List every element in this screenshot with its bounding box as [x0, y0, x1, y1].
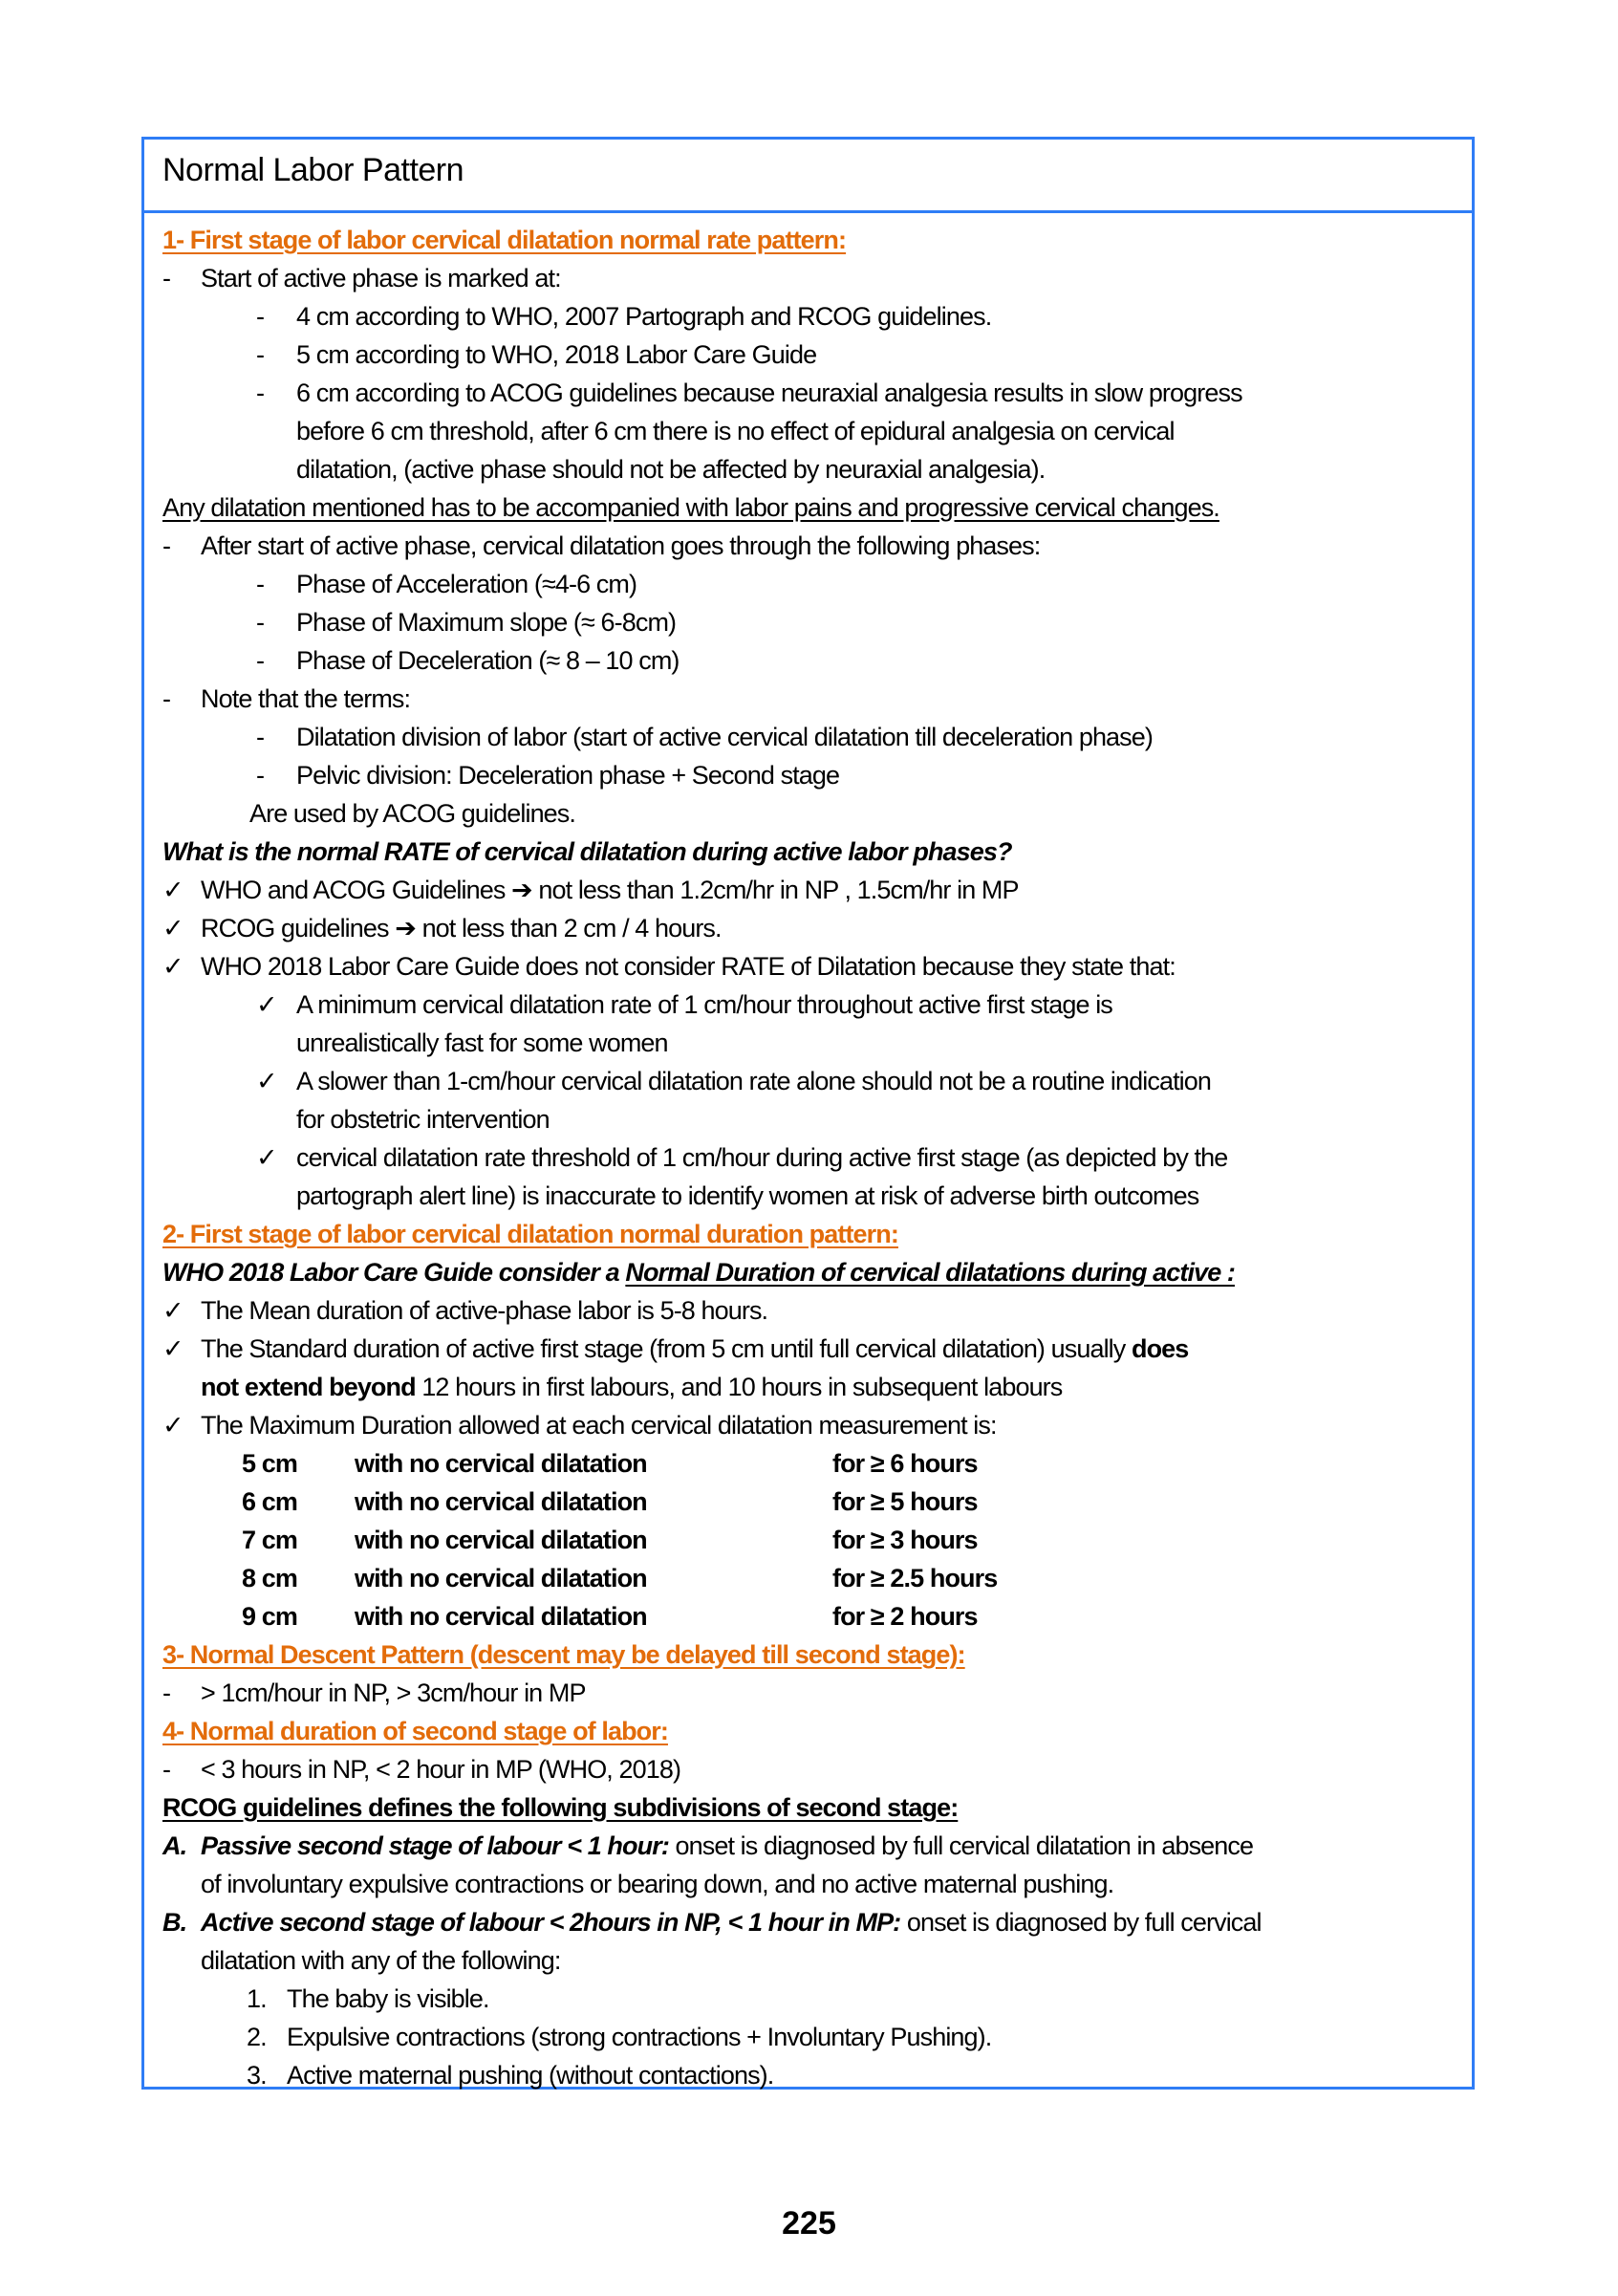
table-row: 5 cm with no cervical dilatation for ≥ 6 hours: [242, 1449, 978, 1478]
check-icon: ✓: [162, 1296, 183, 1325]
check-subitem-continuation: partograph alert line) is inaccurate to identify women at risk of adverse birth outcomes: [296, 1181, 1199, 1210]
table-row: 9 cm with no cervical dilatation for ≥ 2 hours: [242, 1602, 978, 1631]
list-item: - Phase of Maximum slope (≈ 6-8cm): [256, 603, 676, 641]
dash-icon: -: [162, 1755, 171, 1784]
numbered-item: 2. Expulsive contractions (strong contractions + Involuntary Pushing).: [247, 2023, 992, 2051]
table-row: 6 cm with no cervical dilatation for ≥ 5 hours: [242, 1487, 978, 1516]
lettered-item-continuation: dilatation with any of the following:: [201, 1946, 561, 1975]
list-item: - Pelvic division: Deceleration phase + Second stage: [256, 756, 839, 794]
check-icon: ✓: [162, 876, 183, 904]
lettered-item-b: B. Active second stage of labour < 2hours in NP, < 1 hour in MP: onset is diagnosed by full cervical: [162, 1908, 1262, 1937]
page-number: 225: [782, 2205, 836, 2242]
dash-icon: -: [162, 684, 171, 713]
list-item: - > 1cm/hour in NP, > 3cm/hour in MP: [162, 1674, 586, 1712]
title-row: [144, 140, 1472, 213]
underlined-note: Any dilatation mentioned has to be accompanied with labor pains and progressive cervical changes.: [162, 493, 1219, 522]
check-item: ✓ WHO and ACOG Guidelines ➔ not less than 1.2cm/hr in NP , 1.5cm/hr in MP: [162, 871, 1019, 909]
terms-intro: - Note that the terms:: [162, 680, 410, 718]
rate-question: What is the normal RATE of cervical dilatation during active labor phases?: [162, 837, 1012, 866]
list-item: - 5 cm according to WHO, 2018 Labor Care Guide: [256, 336, 816, 374]
check-subitem-continuation: for obstetric intervention: [296, 1105, 550, 1134]
list-item-continuation: dilatation, (active phase should not be affected by neuraxial analgesia).: [296, 455, 1046, 484]
arrow-right-icon: ➔: [395, 914, 416, 942]
dash-icon: -: [162, 531, 171, 560]
numbered-item: 3. Active maternal pushing (without contactions).: [247, 2061, 774, 2090]
check-subitem: ✓ A slower than 1-cm/hour cervical dilatation rate alone should not be a routine indication: [256, 1062, 1211, 1100]
check-subitem-continuation: unrealistically fast for some women: [296, 1029, 668, 1057]
dash-icon: -: [256, 646, 265, 675]
section2-heading: 2- First stage of labor cervical dilatation normal duration pattern:: [162, 1220, 898, 1248]
list-item-continuation: before 6 cm threshold, after 6 cm there is no effect of epidural analgesia on cervical: [296, 417, 1175, 445]
arrow-right-icon: ➔: [511, 876, 532, 904]
section2-intro: WHO 2018 Labor Care Guide consider a Normal Duration of cervical dilatations during active :: [162, 1258, 1236, 1287]
max-duration-table: [242, 1444, 1006, 1635]
check-icon: ✓: [162, 1334, 183, 1363]
section3-heading: 3- Normal Descent Pattern (descent may be delayed till second stage):: [162, 1640, 965, 1669]
phases-intro: - After start of active phase, cervical dilatation goes through the following phases:: [162, 527, 1040, 565]
check-item: ✓ RCOG guidelines ➔ not less than 2 cm / 4 hours.: [162, 909, 722, 947]
check-item: ✓ WHO 2018 Labor Care Guide does not consider RATE of Dilatation because they state that:: [162, 947, 1176, 986]
numbered-item: 1. The baby is visible.: [247, 1984, 489, 2013]
dash-icon: -: [256, 302, 265, 331]
check-icon: ✓: [162, 914, 183, 942]
rcog-heading: RCOG guidelines defines the following subdivisions of second stage:: [162, 1793, 959, 1822]
dash-icon: -: [256, 340, 265, 369]
section1-heading: 1- First stage of labor cervical dilatation normal rate pattern:: [162, 226, 847, 254]
check-icon: ✓: [162, 952, 183, 981]
list-item: - 4 cm according to WHO, 2007 Partograph and RCOG guidelines.: [256, 297, 991, 336]
dash-icon: -: [256, 723, 265, 751]
check-item-continuation: not extend beyond 12 hours in first labours, and 10 hours in subsequent labours: [201, 1373, 1063, 1401]
list-item: - Dilatation division of labor (start of active cervical dilatation till deceleration phase): [256, 718, 1153, 756]
terms-outro: Are used by ACOG guidelines.: [249, 799, 576, 828]
check-icon: ✓: [256, 1143, 277, 1172]
list-item: - Phase of Acceleration (≈4-6 cm): [256, 565, 636, 603]
check-icon: ✓: [162, 1411, 183, 1440]
check-item: ✓ The Standard duration of active first stage (from 5 cm until full cervical dilatation) usually does: [162, 1330, 1188, 1368]
content-frame: [141, 137, 1475, 2090]
page-title: Normal Labor Pattern: [162, 152, 464, 188]
table-row: 8 cm with no cervical dilatation for ≥ 2.5 hours: [242, 1564, 998, 1592]
dash-icon: -: [162, 264, 171, 292]
list-item: - 6 cm according to ACOG guidelines because neuraxial analgesia results in slow progress: [256, 374, 1242, 412]
check-icon: ✓: [256, 1067, 277, 1095]
check-subitem: ✓ A minimum cervical dilatation rate of 1 cm/hour throughout active first stage is: [256, 986, 1112, 1024]
check-icon: ✓: [256, 990, 277, 1019]
dash-icon: -: [256, 608, 265, 637]
list-item: - Phase of Deceleration (≈ 8 – 10 cm): [256, 641, 680, 680]
section4-heading: 4- Normal duration of second stage of labor:: [162, 1717, 668, 1745]
dash-icon: -: [256, 379, 265, 407]
dash-icon: -: [256, 570, 265, 598]
table-row: 7 cm with no cervical dilatation for ≥ 3 hours: [242, 1526, 978, 1554]
start-active-line: - Start of active phase is marked at:: [162, 259, 561, 297]
lettered-item-a: A. Passive second stage of labour < 1 hour: onset is diagnosed by full cervical dilatation in absence: [162, 1831, 1254, 1860]
check-item: ✓ The Mean duration of active-phase labor is 5-8 hours.: [162, 1291, 767, 1330]
check-item: ✓ The Maximum Duration allowed at each cervical dilatation measurement is:: [162, 1406, 997, 1444]
list-item: - < 3 hours in NP, < 2 hour in MP (WHO, 2018): [162, 1750, 680, 1788]
dash-icon: -: [256, 761, 265, 790]
lettered-item-continuation: of involuntary expulsive contractions or bearing down, and no active maternal pushing.: [201, 1870, 1114, 1898]
check-subitem: ✓ cervical dilatation rate threshold of 1 cm/hour during active first stage (as depicted by the: [256, 1138, 1227, 1177]
dash-icon: -: [162, 1679, 171, 1707]
